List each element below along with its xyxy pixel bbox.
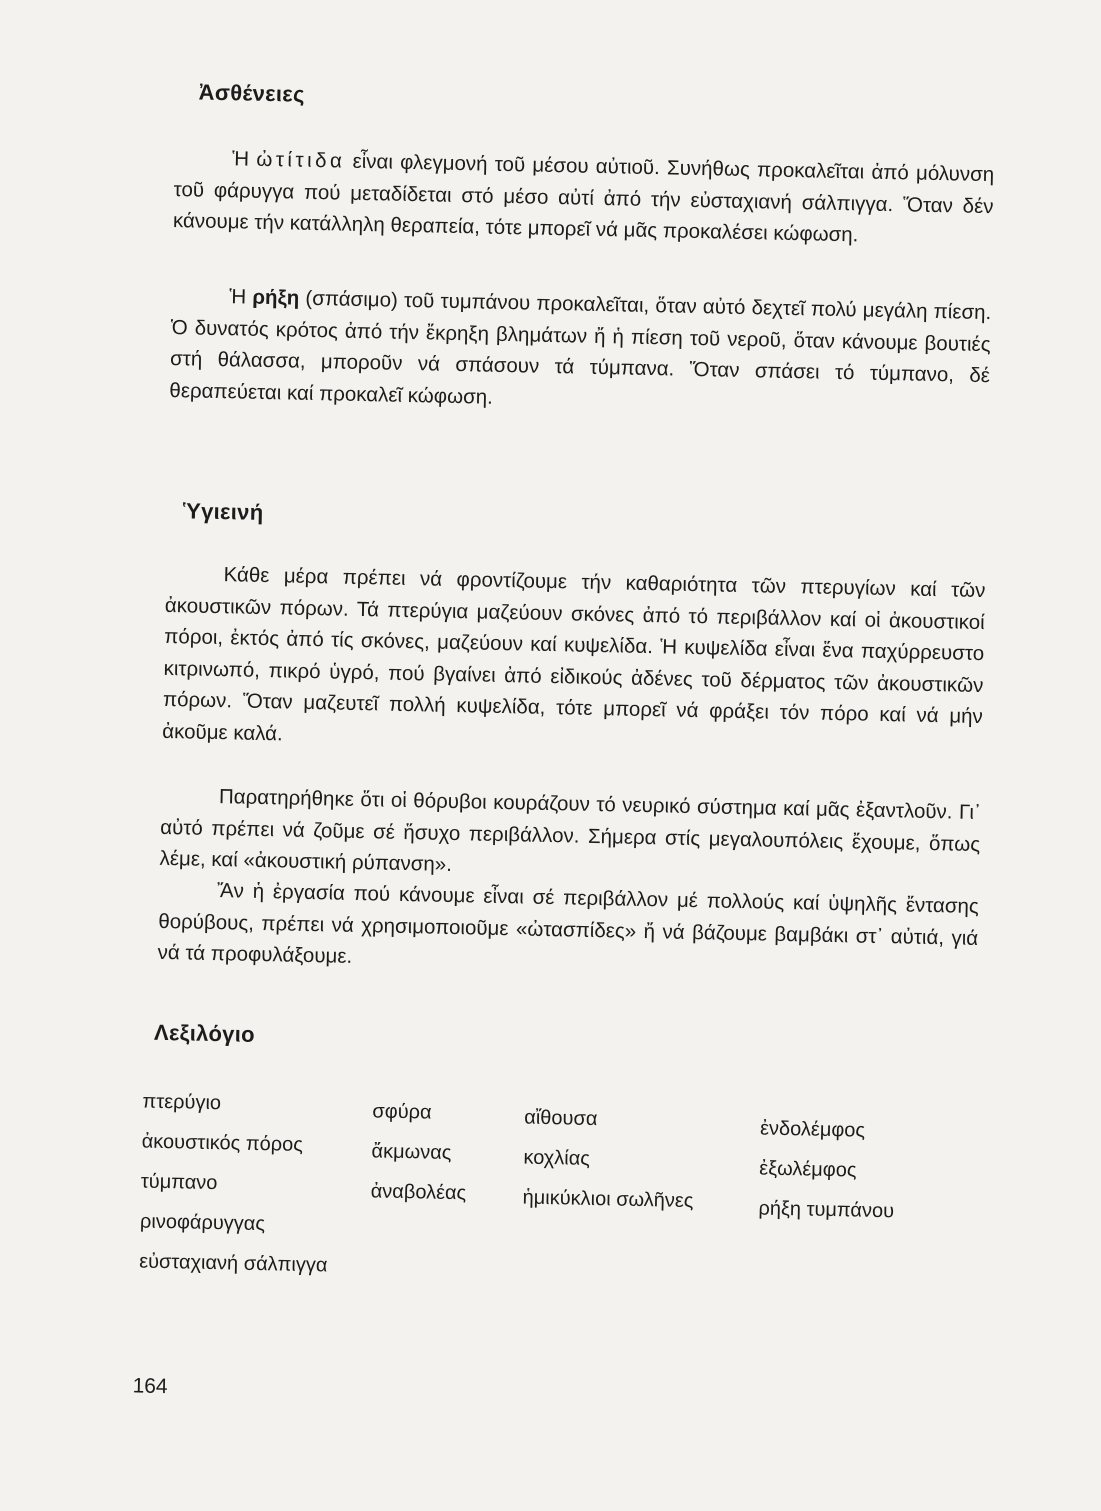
diseases-paragraph-otitis xyxy=(173,142,995,254)
diseases-paragraph-rupture xyxy=(169,280,991,423)
hygiene-paragraph-cleaning: Κάθε μέρα πρέπει νά φροντίζουμε τήν καθαριότητα τῶν πτερυγίων καί τῶν ἀκουστικῶν πόρων. Τά πτερύγια μαζεύουν σκόνες ἀπό τό περιβάλλον καί οἱ ἀκουστικοί πόροι, ἐκτός ἀπό τίς σκόνες, μαζεύουν καί κυψελίδα. Ἡ κυψελίδα εἶναι ἕνα παχύρρευστο κιτρινωπό, πικρό ὑγρό, πού βγαίνει ἀπό εἰδικούς ἀδένες τοῦ δέρματος τῶν ἀκουστικῶν πόρων. Ὅταν μαζευτεῖ πολλή κυψελίδα, τότε μπορεῖ νά φράξει τόν πόρο καί νά μήν ἀκοῦμε καλά. xyxy=(162,563,986,745)
vocabulary-term: τύμπανο xyxy=(140,1170,218,1195)
vocabulary-term: ρινοφάρυγγας xyxy=(139,1210,266,1236)
vocabulary-term: ἀκουστικός πόρος xyxy=(141,1130,304,1156)
rupture-text: (σπάσιμο) τοῦ τυμπάνου προκαλεῖται, ὅταν αὐτό δεχτεῖ πολύ μεγάλη πίεση. Ὁ δυνατός κρότος ἀπό τήν ἔκρηξη βλημάτων ἤ ἡ πίεση τοῦ νεροῦ, ὅταν κάνουμε βουτιές στή θάλασσα, μποροῦν νά σπάσουν τά τύμπανα. Ὅταν σπάσει τό τύμπανο, δέ θεραπεύεται καί προκαλεῖ κώφωση. xyxy=(169,286,992,409)
hygiene-heading: Ὑγιεινή xyxy=(182,498,264,525)
vocabulary-term: πτερύγιο xyxy=(142,1090,222,1115)
page-number: 164 xyxy=(132,1374,168,1399)
rupture-term: ρήξη xyxy=(252,285,300,310)
vocabulary-term: ἄκμωνας xyxy=(371,1140,452,1165)
vocabulary-column-4 xyxy=(758,1108,896,1231)
vocabulary-term: εὐσταχιανή σάλπιγγα xyxy=(138,1250,328,1277)
vocabulary-term: σφύρα xyxy=(372,1100,432,1124)
vocabulary-term: ἀναβολέας xyxy=(370,1180,467,1205)
vocabulary-column-3 xyxy=(522,1098,695,1222)
hygiene-paragraph-noise: Παρατηρήθηκε ὅτι οἱ θόρυβοι κουράζουν τό νευρικό σύστημα καί μᾶς ἐξαντλοῦν. Γι᾽ αὐτό πρέπει νά ζοῦμε σέ ἥσυχο περιβάλλον. Σήμερα στίς μεγαλουπόλεις ἔχουμε, ὅπως λέμε, καί «ἀκουστική ρύπανση». xyxy=(159,785,982,876)
otitis-lead: Ἡ xyxy=(232,147,257,171)
vocabulary-term: ἡμικύκλιοι σωλῆνες xyxy=(522,1186,694,1213)
vocabulary-term: ἐξωλέμφος xyxy=(759,1157,857,1182)
vocabulary-term: κοχλίας xyxy=(523,1146,591,1170)
vocabulary-column-1 xyxy=(139,1082,331,1286)
vocabulary-column-2 xyxy=(370,1091,468,1213)
vocabulary-term: αἴθουσα xyxy=(524,1106,598,1131)
diseases-heading: Ἀσθένειες xyxy=(198,79,306,107)
otitis-text: εἶναι φλεγμονή τοῦ μέσου αὐτιοῦ. Συνήθως προκαλεῖται ἀπό μόλυνση τοῦ φάρυγγα πού μεταδίδεται στό μέσο αὐτί ἀπό τήν εὐσταχιανή σάλπιγγα. Ὅταν δέν κάνουμε τήν κατάλληλη θεραπεία, τότε μπορεῖ νά μᾶς προκαλέσει κώφωση. xyxy=(172,149,995,247)
vocabulary-term: ρήξη τυμπάνου xyxy=(758,1197,895,1223)
otitis-term: ὠτίτιδα xyxy=(256,147,346,173)
rupture-lead: Ἡ xyxy=(229,285,253,309)
vocabulary-heading: Λεξιλόγιο xyxy=(153,1019,256,1047)
vocabulary-term: ἐνδολέμφος xyxy=(759,1117,866,1142)
hygiene-paragraph-earplugs: Ἄν ἡ ἐργασία πού κάνουμε εἶναι σέ περιβάλλον μέ πολλούς καί ὑψηλῆς ἔντασης θορύβους, πρέπει νά χρησιμοποιοῦμε «ὠτασπίδες» ἤ νά βάζουμε βαμβάκι στ᾽ αὐτιά, γιά νά τά προφυλάξουμε. xyxy=(157,879,980,968)
